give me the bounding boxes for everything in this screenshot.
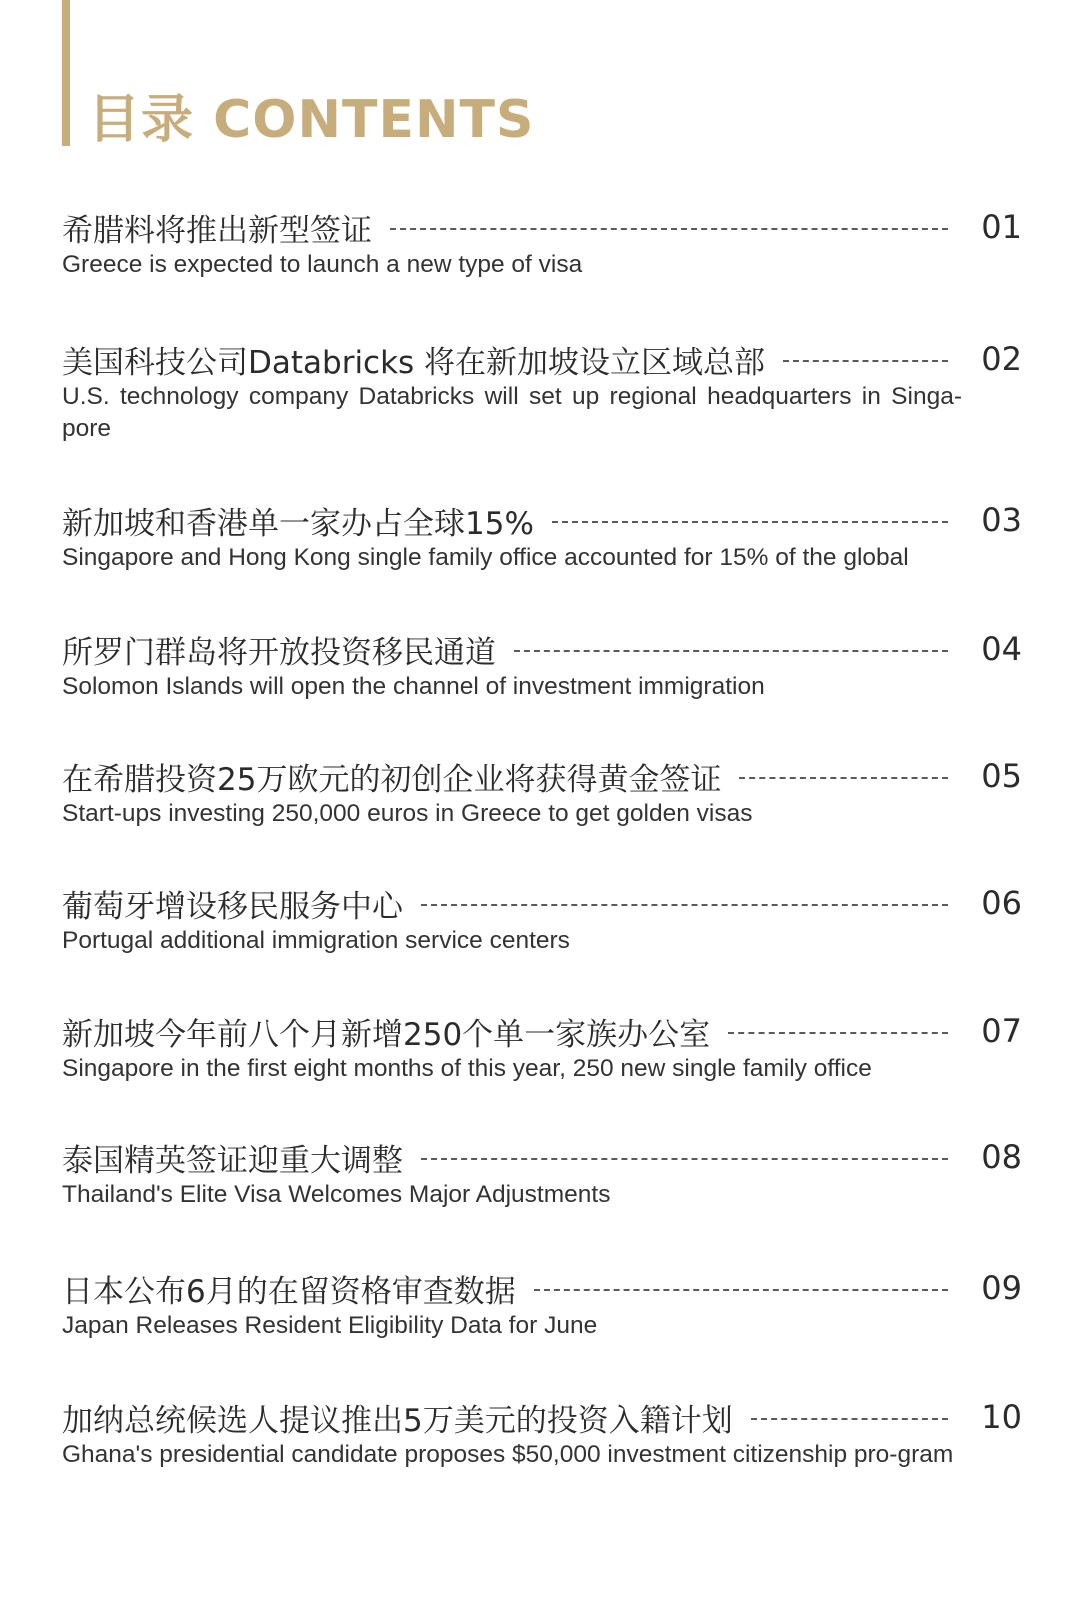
toc-entry-07[interactable] <box>62 1009 1022 1085</box>
toc-entry-number: 05 <box>981 757 1022 795</box>
dotted-leader <box>390 228 948 230</box>
dotted-leader <box>421 1158 948 1160</box>
dotted-leader <box>751 1418 948 1420</box>
toc-entry-number: 03 <box>981 501 1022 539</box>
dotted-leader <box>514 650 948 652</box>
toc-entry-number: 01 <box>981 208 1022 246</box>
toc-entry-title-en: Singapore in the first eight months of this year, 250 new single family office <box>62 1055 872 1082</box>
toc-entry-title-en: Greece is expected to launch a new type of visa <box>62 251 583 278</box>
toc-entry-03[interactable] <box>62 498 1022 574</box>
dotted-leader <box>739 777 948 779</box>
toc-entry-title-cn: 葡萄牙增设移民服务中心 <box>62 888 403 925</box>
dotted-leader <box>783 360 948 362</box>
toc-entry-title-cn: 希腊料将推出新型签证 <box>62 212 372 249</box>
toc-entry-title-cn: 加纳总统候选人提议推出5万美元的投资入籍计划 <box>62 1402 733 1439</box>
dotted-leader <box>421 904 948 906</box>
toc-entry-number: 10 <box>981 1398 1022 1436</box>
toc-entry-title-cn: 美国科技公司Databricks 将在新加坡设立区域总部 <box>62 344 766 381</box>
page-title: 目录 CONTENTS <box>88 90 535 150</box>
toc-entry-title-cn: 日本公布6月的在留资格审查数据 <box>62 1273 516 1310</box>
toc-entry-title-cn: 新加坡和香港单一家办占全球15% <box>62 505 534 542</box>
toc-entry-title-en: Ghana's presidential candidate proposes $50,000 investment citizenship pro-gram <box>62 1441 954 1468</box>
toc-entry-number: 04 <box>981 630 1022 668</box>
toc-entry-number: 06 <box>981 884 1022 922</box>
toc-entry-10[interactable] <box>62 1395 1022 1471</box>
toc-entry-title-en: Singapore and Hong Kong single family office accounted for 15% of the global <box>62 544 909 571</box>
toc-entry-01[interactable] <box>62 205 1022 281</box>
toc-entry-title-en: Solomon Islands will open the channel of investment immigration <box>62 673 765 700</box>
toc-entry-number: 07 <box>981 1012 1022 1050</box>
toc-entry-title-en: Japan Releases Resident Eligibility Data for June <box>62 1312 598 1339</box>
toc-entry-title-en: Start-ups investing 250,000 euros in Greece to get golden visas <box>62 800 753 827</box>
toc-entry-04[interactable] <box>62 627 1022 703</box>
toc-entry-08[interactable] <box>62 1135 1022 1211</box>
toc-entry-title-cn: 所罗门群岛将开放投资移民通道 <box>62 634 496 671</box>
toc-entry-number: 09 <box>981 1269 1022 1307</box>
toc-entry-title-en: Thailand's Elite Visa Welcomes Major Adjustments <box>62 1181 611 1208</box>
toc-entry-title-cn: 在希腊投资25万欧元的初创企业将获得黄金签证 <box>62 761 722 798</box>
toc-entry-09[interactable] <box>62 1266 1022 1342</box>
header-accent-bar <box>62 0 70 146</box>
toc-entry-number: 08 <box>981 1138 1022 1176</box>
toc-entry-title-en: U.S. technology company Databricks will set up regional headquarters in Singa-pore <box>62 383 962 442</box>
toc-entry-title-cn: 新加坡今年前八个月新增250个单一家族办公室 <box>62 1016 711 1053</box>
dotted-leader <box>728 1032 948 1034</box>
dotted-leader <box>552 521 948 523</box>
toc-entry-number: 02 <box>981 340 1022 378</box>
toc-entry-title-en: Portugal additional immigration service centers <box>62 927 570 954</box>
toc-entry-05[interactable] <box>62 754 1022 830</box>
dotted-leader <box>534 1289 948 1291</box>
toc-entry-title-cn: 泰国精英签证迎重大调整 <box>62 1142 403 1179</box>
toc-entry-02[interactable] <box>62 337 1022 445</box>
toc-entry-06[interactable] <box>62 881 1022 957</box>
